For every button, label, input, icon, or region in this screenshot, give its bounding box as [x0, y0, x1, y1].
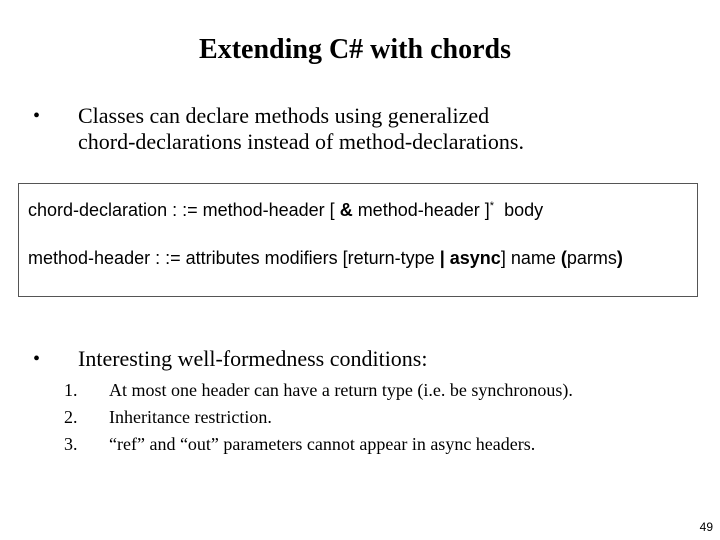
list-item-text: At most one header can have a return type (i.e. be synchronous).: [109, 380, 573, 400]
async-keyword: async: [449, 248, 501, 268]
slide-title: Extending C# with chords: [199, 34, 511, 65]
bullet-text-line2: chord-declarations instead of method-declarations.: [78, 129, 524, 154]
bullet-text-line1: Classes can declare methods using generalized: [78, 103, 490, 128]
bullet-icon: •: [33, 105, 41, 127]
bullet-text: Interesting well-formedness conditions:: [78, 346, 428, 371]
bullet-point-classes: [0, 103, 720, 159]
grammar-chord-declaration: [28, 200, 543, 221]
grammar-text: method-header : := attributes modifiers [return-type: [28, 248, 440, 268]
kleene-star: *: [489, 200, 495, 212]
grammar-box: [18, 183, 698, 297]
ampersand-symbol: &: [339, 200, 353, 220]
close-paren: ): [616, 248, 623, 268]
list-number: 1.: [64, 380, 78, 400]
list-item-text: “ref” and “out” parameters cannot appear in async headers.: [109, 434, 536, 454]
grammar-text: body: [494, 200, 544, 220]
grammar-text: ] name: [500, 248, 561, 268]
alternative-bar: |: [439, 248, 445, 268]
bullet-point-conditions: [0, 346, 720, 374]
grammar-method-header: [28, 248, 623, 269]
list-number: 3.: [64, 434, 78, 454]
page-number: 49: [699, 520, 713, 534]
open-paren: (: [560, 248, 567, 268]
grammar-text: method-header ]: [352, 200, 490, 220]
grammar-text: parms: [566, 248, 617, 268]
list-item-text: Inheritance restriction.: [109, 407, 272, 427]
grammar-text: chord-declaration : := method-header [: [28, 200, 340, 220]
list-number: 2.: [64, 407, 78, 427]
bullet-icon: •: [33, 348, 41, 370]
